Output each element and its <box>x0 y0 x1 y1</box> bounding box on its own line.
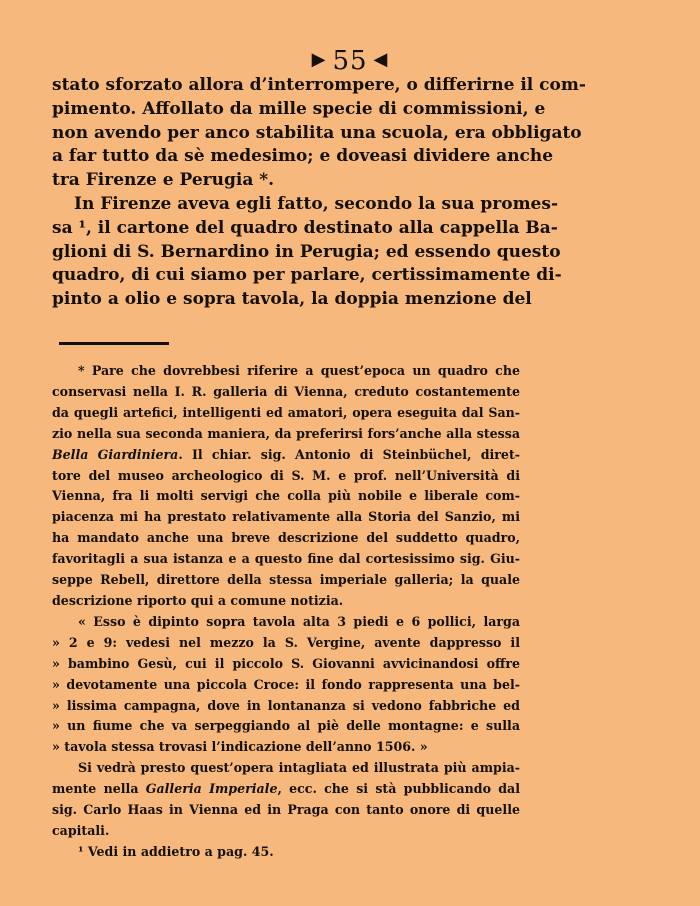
footnote-line: favoritagli a sua istanza e a questo fine dal cortesissimo sig. Giu- <box>52 551 520 567</box>
footnote-line: conservasi nella I. R. galleria di Vienna, creduto costantemente <box>52 383 520 399</box>
footnote-line-italic-title: Bella Giardiniera. Il chiar. sig. Antonio di Steinbüchel, diret- <box>52 446 520 462</box>
footnote-line: * Pare che dovrebbesi riferire a quest’epoca un quadro che <box>78 363 520 378</box>
footnote-line: mente nella Galleria Imperiale, ecc. che si stà pubblicando dal <box>52 781 520 797</box>
quotation-line: » tavola stessa trovasi l’indicazione dell’anno 1506. » <box>52 739 428 755</box>
footnote-line: Vienna, fra li molti servigi che colla più nobile e liberale com- <box>52 488 520 504</box>
body-line: stato sforzato allora d’interrompere, o differirne il com- <box>52 75 586 95</box>
right-ornament-icon: ◀ <box>373 48 389 70</box>
footnote-line: Si vedrà presto quest’opera intagliata ed illustrata più ampia- <box>78 760 520 776</box>
page-number: 55 <box>332 46 368 76</box>
footnote-line: sig. Carlo Haas in Vienna ed in Praga con tanto onore di quelle <box>52 802 520 818</box>
body-line: tra Firenze e Perugia *. <box>52 170 275 191</box>
left-ornament-icon: ▶ <box>311 48 327 70</box>
body-line: a far tutto da sè medesimo; e doveasi dividere anche <box>52 146 554 167</box>
quotation-line: « Esso è dipinto sopra tavola alta 3 piedi e 6 pollici, larga <box>78 613 520 629</box>
footnote-line: seppe Rebell, direttore della stessa imperiale galleria; la quale <box>52 572 520 588</box>
body-line: pinto a olio e sopra tavola, la doppia menzione del <box>52 289 532 310</box>
footnotes <box>52 361 520 863</box>
body-line: In Firenze aveva egli fatto, secondo la sua promes- <box>74 193 558 214</box>
footnote-line: ha mandato anche una breve descrizione del suddetto quadro, <box>52 530 520 546</box>
body-line: sa ¹, il cartone del quadro destinato alla cappella Ba- <box>52 217 558 238</box>
footnote-separator-rule <box>59 342 169 345</box>
footnote-line: zio nella sua seconda maniera, da preferirsi fors’anche alla stessa <box>52 425 520 441</box>
footnote-line: capitali. <box>52 822 110 838</box>
footnote-line: descrizione riporto qui a comune notizia. <box>52 592 344 608</box>
footnote-line: tore del museo archeologico di S. M. e prof. nell’Università di <box>52 467 520 483</box>
body-line: non avendo per anco stabilita una scuola, era obbligato <box>52 122 582 143</box>
quotation-line: » 2 e 9: vedesi nel mezzo la S. Vergine, avente dappresso il <box>52 634 520 650</box>
page-header <box>0 46 700 77</box>
footnote-reference-line: ¹ Vedi in addietro a pag. 45. <box>78 843 274 859</box>
footnote-line: piacenza mi ha prestato relativamente alla Storia del Sanzio, mi <box>52 509 520 525</box>
body-line: glioni di S. Bernardino in Perugia; ed essendo questo <box>52 241 561 262</box>
body-line: pimento. Affollato da mille specie di commissioni, e <box>52 98 546 119</box>
quotation-line: » un fiume che va serpeggiando al piè delle montagne: e sulla <box>52 718 520 734</box>
main-body-text <box>52 74 586 312</box>
quotation-line: » bambino Gesù, cui il piccolo S. Giovanni avvicinandosi offre <box>52 655 520 671</box>
footnote-line: da quegli artefici, intelligenti ed amatori, opera eseguita dal San- <box>52 404 520 420</box>
quotation-line: » lissima campagna, dove in lontananza si vedono fabbriche ed <box>52 697 520 713</box>
body-line: quadro, di cui siamo per parlare, certissimamente di- <box>52 265 562 286</box>
quotation-line: » devotamente una piccola Croce: il fondo rappresenta una bel- <box>52 676 520 692</box>
